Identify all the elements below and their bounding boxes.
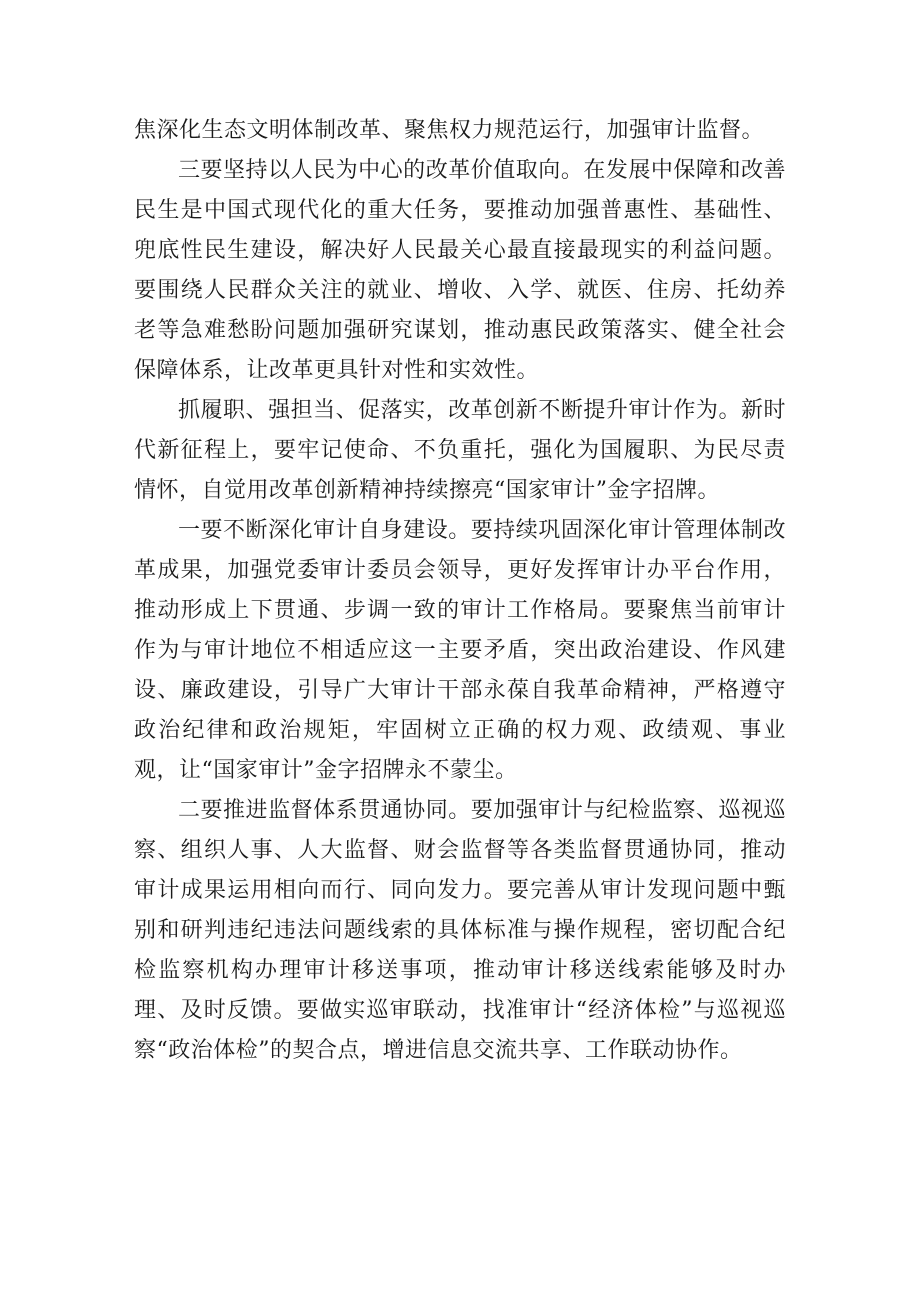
paragraph-duty-innovation: 抓履职、强担当、促落实，改革创新不断提升审计作为。新时代新征程上，要牢记使命、不负重托，强化为国履职、为民尽责情怀，自觉用改革创新精神持续擦亮“国家审计”金字招牌。 [134, 398, 786, 503]
document-body [134, 111, 786, 1071]
paragraph-supervision-coordination: 二要推进监督体系贯通协同。要加强审计与纪检监察、巡视巡察、组织人事、人大监督、财会监督等各类监督贯通协同，推动审计成果运用相向而行、同向发力。要完善从审计发现问题中甄别和研判违纪违法问题线索的具体标准与操作规程，密切配合纪检监察机构办理审计移送事项，推动审计移送线索能够及时办理、及时反馈。要做实巡审联动，找准审计“经济体检”与巡视巡察“政治体检”的契合点，增进信息交流共享、工作联动协作。 [134, 798, 786, 1063]
paragraph-continued: 焦深化生态文明体制改革、聚焦权力规范运行，加强审计监督。 [134, 118, 765, 143]
paragraph-people-centered: 三要坚持以人民为中心的改革价值取向。在发展中保障和改善民生是中国式现代化的重大任务，要推动加强普惠性、基础性、兜底性民生建设，解决好人民最关心最直接最现实的利益问题。要围绕人民群众关注的就业、增收、入学、就医、住房、托幼养老等急难愁盼问题加强研究谋划，推动惠民政策落实、健全社会保障体系，让改革更具针对性和实效性。 [134, 158, 786, 383]
paragraph-self-building: 一要不断深化审计自身建设。要持续巩固深化审计管理体制改革成果，加强党委审计委员会领导，更好发挥审计办平台作用，推动形成上下贯通、步调一致的审计工作格局。要聚焦当前审计作为与审计地位不相适应这一主要矛盾，突出政治建设、作风建设、廉政建设，引导广大审计干部永葆自我革命精神，严格遵守政治纪律和政治规矩，牢固树立正确的权力观、政绩观、事业观，让“国家审计”金字招牌永不蒙尘。 [134, 518, 786, 783]
